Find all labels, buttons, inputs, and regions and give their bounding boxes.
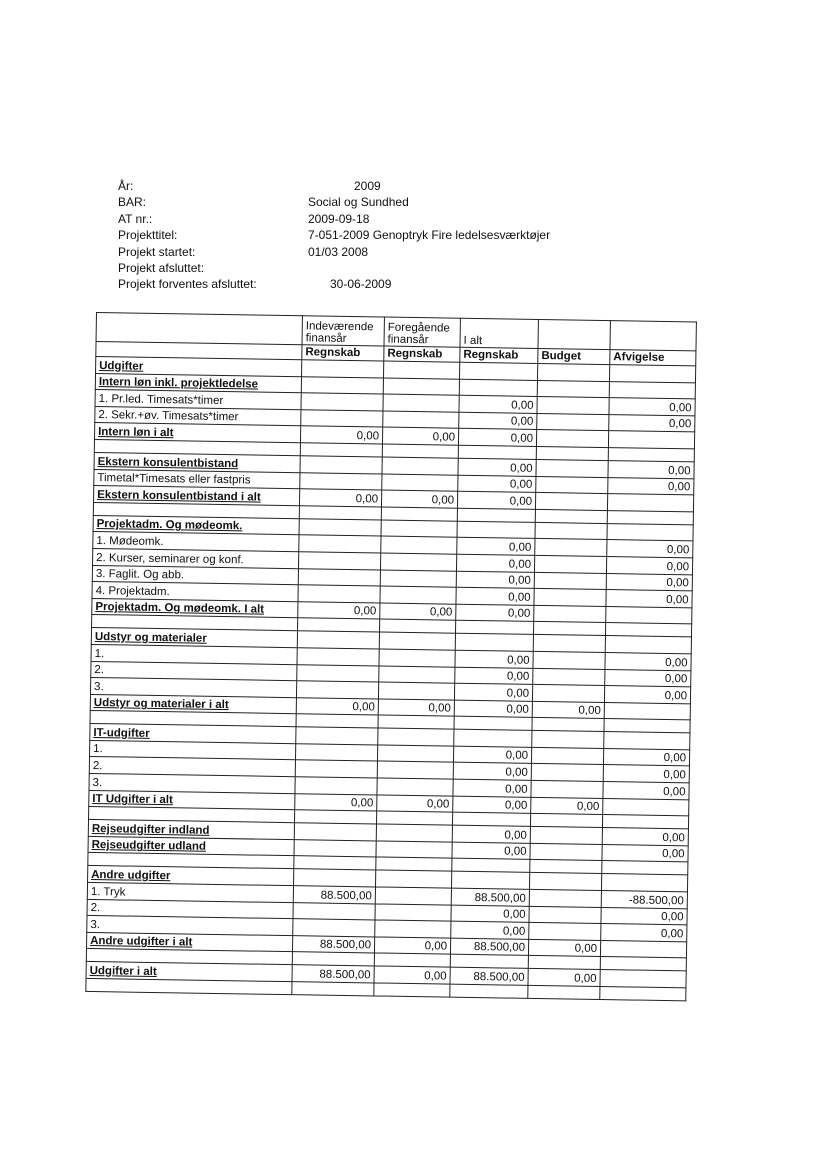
value-cell — [384, 361, 460, 379]
meta-label: BAR: — [118, 195, 147, 210]
value-cell: 0,00 — [380, 603, 456, 621]
value-cell: 0,00 — [454, 683, 532, 701]
value-cell: 0,00 — [457, 491, 535, 509]
value-cell — [533, 668, 605, 686]
row-label: Intern løn i alt — [94, 423, 300, 443]
value-cell: 0,00 — [528, 969, 600, 987]
row-label: 3. Faglit. Og abb. — [92, 565, 298, 585]
value-cell — [529, 906, 601, 924]
value-cell — [301, 393, 383, 411]
value-cell — [534, 572, 606, 590]
value-cell — [294, 823, 376, 841]
value-cell — [452, 859, 530, 873]
value-cell — [378, 682, 454, 700]
value-cell — [609, 365, 695, 383]
value-cell — [383, 378, 459, 396]
value-cell: 0,00 — [458, 429, 536, 447]
meta-row — [118, 244, 638, 260]
meta-value: 2009-09-18 — [308, 211, 370, 226]
meta-label: Projekttitel: — [118, 228, 178, 243]
value-cell: 0,00 — [456, 571, 534, 589]
value-cell: 0,00 — [299, 489, 381, 507]
value-cell — [302, 360, 384, 378]
value-cell: 0,00 — [603, 748, 689, 766]
value-cell: 0,00 — [528, 939, 600, 957]
value-cell: Regnskab — [302, 345, 384, 361]
value-cell — [528, 985, 600, 999]
row-label: IT-udgifter — [90, 724, 296, 744]
value-cell — [376, 857, 452, 871]
row-label: 1. — [91, 644, 297, 664]
value-cell — [380, 619, 456, 633]
value-cell — [298, 568, 380, 586]
value-cell — [535, 539, 607, 557]
value-cell — [382, 444, 458, 458]
value-cell — [534, 589, 606, 607]
row-label: 1. Pr.led. Timesats*timer — [95, 390, 301, 410]
value-cell: 0,00 — [601, 924, 687, 942]
value-cell — [293, 919, 375, 937]
value-cell: I alt — [460, 318, 538, 348]
value-cell — [382, 457, 458, 475]
value-cell: Afvigelse — [610, 350, 696, 366]
value-cell — [536, 459, 608, 477]
value-cell — [536, 446, 608, 460]
value-cell: Foregående finansår — [384, 317, 460, 347]
value-cell — [380, 586, 456, 604]
value-cell — [299, 552, 381, 570]
row-label: Udstyr og materialer i alt — [90, 694, 296, 714]
value-cell — [454, 729, 532, 747]
value-cell — [450, 984, 528, 998]
value-cell: 0,00 — [606, 590, 692, 608]
value-cell: 0,00 — [605, 669, 691, 687]
row-label: IT Udgifter i alt — [89, 790, 295, 810]
meta-row — [118, 276, 638, 292]
value-cell — [535, 493, 607, 511]
value-cell — [605, 623, 691, 637]
row-label: Ekstern konsulentbistand — [94, 452, 300, 472]
value-cell: 0,00 — [602, 844, 688, 862]
meta-value: 7-051-2009 Genoptryk Fire ledelsesværktøjer — [308, 228, 551, 243]
value-cell — [600, 957, 686, 971]
value-cell — [294, 869, 376, 887]
row-label: Intern løn inkl. projektledelse — [95, 373, 301, 393]
value-cell: 0,00 — [452, 842, 530, 860]
value-cell: 0,00 — [457, 538, 535, 556]
project-metadata — [118, 178, 638, 293]
row-label: 3. — [90, 678, 296, 698]
value-cell — [528, 956, 600, 970]
value-cell — [379, 649, 455, 667]
value-cell: 0,00 — [381, 490, 457, 508]
meta-label: AT nr.: — [118, 211, 153, 226]
value-cell — [607, 494, 693, 512]
row-label: 1. Mødeomk. — [93, 532, 299, 552]
row-label: Andre udgifter — [88, 866, 294, 886]
value-cell — [381, 507, 457, 521]
expense-sheet — [85, 312, 696, 1001]
value-cell — [533, 635, 605, 653]
value-cell — [383, 411, 459, 429]
value-cell — [377, 778, 453, 796]
value-cell: 0,00 — [608, 461, 694, 479]
value-cell: 0,00 — [458, 475, 536, 493]
value-cell — [297, 648, 379, 666]
value-cell: 0,00 — [382, 427, 458, 445]
value-cell — [604, 719, 690, 733]
value-cell: 0,00 — [602, 828, 688, 846]
value-cell: 0,00 — [296, 697, 378, 715]
value-cell: 0,00 — [453, 763, 531, 781]
value-cell — [538, 319, 610, 349]
row-label: Ekstern konsulentbistand i alt — [94, 486, 300, 506]
value-cell — [536, 476, 608, 494]
meta-row — [118, 260, 638, 276]
expense-table — [85, 312, 697, 1001]
value-cell: 0,00 — [603, 782, 689, 800]
value-cell — [455, 633, 533, 651]
row-label: 2. — [91, 661, 297, 681]
value-cell: 0,00 — [295, 793, 377, 811]
value-cell — [377, 761, 453, 779]
value-cell — [294, 810, 376, 824]
value-cell — [532, 731, 604, 749]
row-label — [86, 978, 292, 994]
value-cell: 0,00 — [374, 937, 450, 955]
value-cell: 0,00 — [456, 604, 534, 622]
value-cell — [537, 363, 609, 381]
value-cell: 0,00 — [601, 907, 687, 925]
value-cell: 0,00 — [606, 573, 692, 591]
value-cell — [376, 811, 452, 825]
value-cell — [375, 920, 451, 938]
value-cell — [297, 664, 379, 682]
value-cell: 0,00 — [609, 414, 695, 432]
value-cell: 0,00 — [459, 412, 537, 430]
value-cell — [458, 445, 536, 459]
row-label: 3. — [89, 774, 295, 794]
value-cell: Indeværende finansår — [302, 316, 384, 346]
value-cell: 0,00 — [604, 686, 690, 704]
value-cell: Regnskab — [384, 346, 460, 362]
value-cell — [297, 631, 379, 649]
value-cell: 0,00 — [456, 587, 534, 605]
meta-label: Projekt forventes afsluttet: — [118, 277, 257, 292]
value-cell — [606, 606, 692, 624]
value-cell — [604, 702, 690, 720]
value-cell: Regnskab — [460, 347, 538, 363]
meta-value — [308, 260, 638, 276]
value-cell: 0,00 — [451, 905, 529, 923]
value-cell — [300, 472, 382, 490]
value-cell — [537, 380, 609, 398]
value-cell — [459, 362, 537, 380]
meta-value: 30-06-2009 — [330, 277, 392, 292]
value-cell: 0,00 — [377, 795, 453, 813]
meta-label: Projekt afsluttet: — [118, 261, 205, 276]
value-cell — [299, 518, 381, 536]
value-cell — [607, 510, 693, 524]
value-cell — [293, 902, 375, 920]
value-cell — [295, 744, 377, 762]
meta-value: Social og Sundhed — [308, 195, 409, 210]
value-cell: 0,00 — [300, 426, 382, 444]
value-cell — [376, 870, 452, 888]
value-cell — [452, 812, 530, 826]
row-label: Rejseudgifter udland — [88, 836, 294, 856]
row-label — [96, 313, 302, 345]
value-cell — [609, 381, 695, 399]
value-cell — [603, 798, 689, 816]
value-cell — [608, 448, 694, 462]
value-cell — [531, 780, 603, 798]
value-cell — [296, 727, 378, 745]
value-cell — [535, 522, 607, 540]
value-cell: 0,00 — [459, 395, 537, 413]
value-cell — [375, 904, 451, 922]
value-cell — [610, 321, 696, 351]
value-cell — [454, 716, 532, 730]
value-cell — [296, 714, 378, 728]
value-cell — [529, 889, 601, 907]
value-cell — [382, 474, 458, 492]
value-cell: 0,00 — [606, 556, 692, 574]
value-cell — [608, 431, 694, 449]
value-cell: 88.500,00 — [451, 888, 529, 906]
value-cell — [377, 745, 453, 763]
row-label: Andre udgifter i alt — [86, 932, 292, 952]
value-cell: 0,00 — [608, 477, 694, 495]
value-cell: 0,00 — [607, 540, 693, 558]
value-cell — [298, 618, 380, 632]
value-cell — [294, 840, 376, 858]
value-cell: 0,00 — [456, 554, 534, 572]
row-label: Udstyr og materialer — [91, 628, 297, 648]
meta-label: Projekt startet: — [118, 244, 196, 259]
value-cell: 0,00 — [605, 652, 691, 670]
value-cell — [299, 505, 381, 519]
value-cell — [375, 887, 451, 905]
value-cell — [300, 443, 382, 457]
value-cell — [533, 622, 605, 636]
value-cell: 0,00 — [455, 650, 533, 668]
value-cell — [374, 983, 450, 997]
value-cell — [292, 982, 374, 996]
value-cell — [380, 553, 456, 571]
value-cell — [607, 523, 693, 541]
value-cell — [605, 636, 691, 654]
value-cell — [378, 715, 454, 729]
value-cell — [537, 413, 609, 431]
value-cell — [534, 555, 606, 573]
value-cell: 0,00 — [454, 700, 532, 718]
value-cell — [529, 873, 601, 891]
value-cell — [450, 955, 528, 969]
value-cell — [600, 970, 686, 988]
row-label: 2. Sekr.+øv. Timesats*timer — [95, 406, 301, 426]
row-label: Projektadm. Og mødeomk. — [93, 515, 299, 535]
value-cell: 0,00 — [452, 825, 530, 843]
value-cell: 0,00 — [603, 765, 689, 783]
row-label: 1. — [90, 740, 296, 760]
value-cell: -88.500,00 — [601, 891, 687, 909]
value-cell: 88.500,00 — [292, 965, 374, 983]
value-cell: Budget — [538, 348, 610, 364]
value-cell — [374, 953, 450, 967]
value-cell: 0,00 — [453, 779, 531, 797]
row-label: Rejseudgifter indland — [88, 820, 294, 840]
value-cell — [300, 456, 382, 474]
value-cell: 88.500,00 — [450, 968, 528, 986]
value-cell: 0,00 — [458, 458, 536, 476]
value-cell: 0,00 — [453, 796, 531, 814]
value-cell — [532, 684, 604, 702]
value-cell — [604, 732, 690, 750]
value-cell — [295, 760, 377, 778]
value-cell — [534, 605, 606, 623]
value-cell — [536, 430, 608, 448]
value-cell — [457, 521, 535, 539]
value-cell — [530, 827, 602, 845]
value-cell — [381, 520, 457, 538]
meta-value: 2009 — [354, 179, 381, 193]
value-cell — [600, 940, 686, 958]
value-cell — [292, 952, 374, 966]
value-cell — [383, 394, 459, 412]
value-cell — [376, 841, 452, 859]
value-cell — [602, 861, 688, 875]
value-cell — [531, 764, 603, 782]
value-cell — [537, 397, 609, 415]
value-cell — [294, 856, 376, 870]
value-cell: 88.500,00 — [450, 938, 528, 956]
value-cell — [298, 585, 380, 603]
value-cell — [457, 508, 535, 522]
value-cell — [600, 986, 686, 1000]
value-cell — [459, 379, 537, 397]
value-cell — [381, 536, 457, 554]
value-cell — [379, 665, 455, 683]
value-cell: 0,00 — [374, 966, 450, 984]
value-cell — [299, 535, 381, 553]
value-cell — [530, 860, 602, 874]
value-cell — [455, 621, 533, 635]
value-cell — [296, 681, 378, 699]
value-cell — [301, 410, 383, 428]
value-cell: 0,00 — [453, 746, 531, 764]
value-cell — [532, 718, 604, 732]
value-cell — [533, 651, 605, 669]
value-cell: 0,00 — [609, 398, 695, 416]
value-cell — [601, 874, 687, 892]
value-cell: 0,00 — [298, 601, 380, 619]
value-cell — [531, 747, 603, 765]
value-cell — [451, 872, 529, 890]
meta-label: År: — [118, 179, 134, 193]
value-cell — [295, 777, 377, 795]
meta-row — [118, 211, 638, 227]
value-cell — [602, 815, 688, 829]
value-cell — [376, 824, 452, 842]
meta-value: 01/03 2008 — [308, 244, 369, 259]
meta-row — [118, 227, 638, 243]
value-cell — [530, 843, 602, 861]
row-label: 2. — [87, 899, 293, 919]
value-cell — [530, 814, 602, 828]
row-label: Timetal*Timesats eller fastpris — [94, 469, 300, 489]
value-cell: 0,00 — [455, 667, 533, 685]
row-label: Udgifter — [96, 357, 302, 377]
value-cell — [535, 509, 607, 523]
value-cell — [378, 728, 454, 746]
meta-row — [118, 194, 638, 210]
row-label: 3. — [87, 916, 293, 936]
value-cell: 88.500,00 — [292, 935, 374, 953]
value-cell: 0,00 — [451, 921, 529, 939]
row-label: Projektadm. Og mødeomk. I alt — [92, 598, 298, 618]
value-cell — [380, 570, 456, 588]
value-cell: 0,00 — [378, 699, 454, 717]
value-cell: 0,00 — [532, 701, 604, 719]
row-label: 1. Tryk — [87, 882, 293, 902]
meta-row — [118, 178, 638, 194]
row-label: 2. Kurser, seminarer og konf. — [93, 548, 299, 568]
row-label: 4. Projektadm. — [92, 582, 298, 602]
row-label: 2. — [89, 757, 295, 777]
value-cell — [379, 632, 455, 650]
value-cell — [529, 923, 601, 941]
row-label: Udgifter i alt — [86, 962, 292, 982]
value-cell: 88.500,00 — [293, 886, 375, 904]
value-cell: 0,00 — [531, 797, 603, 815]
value-cell — [301, 376, 383, 394]
